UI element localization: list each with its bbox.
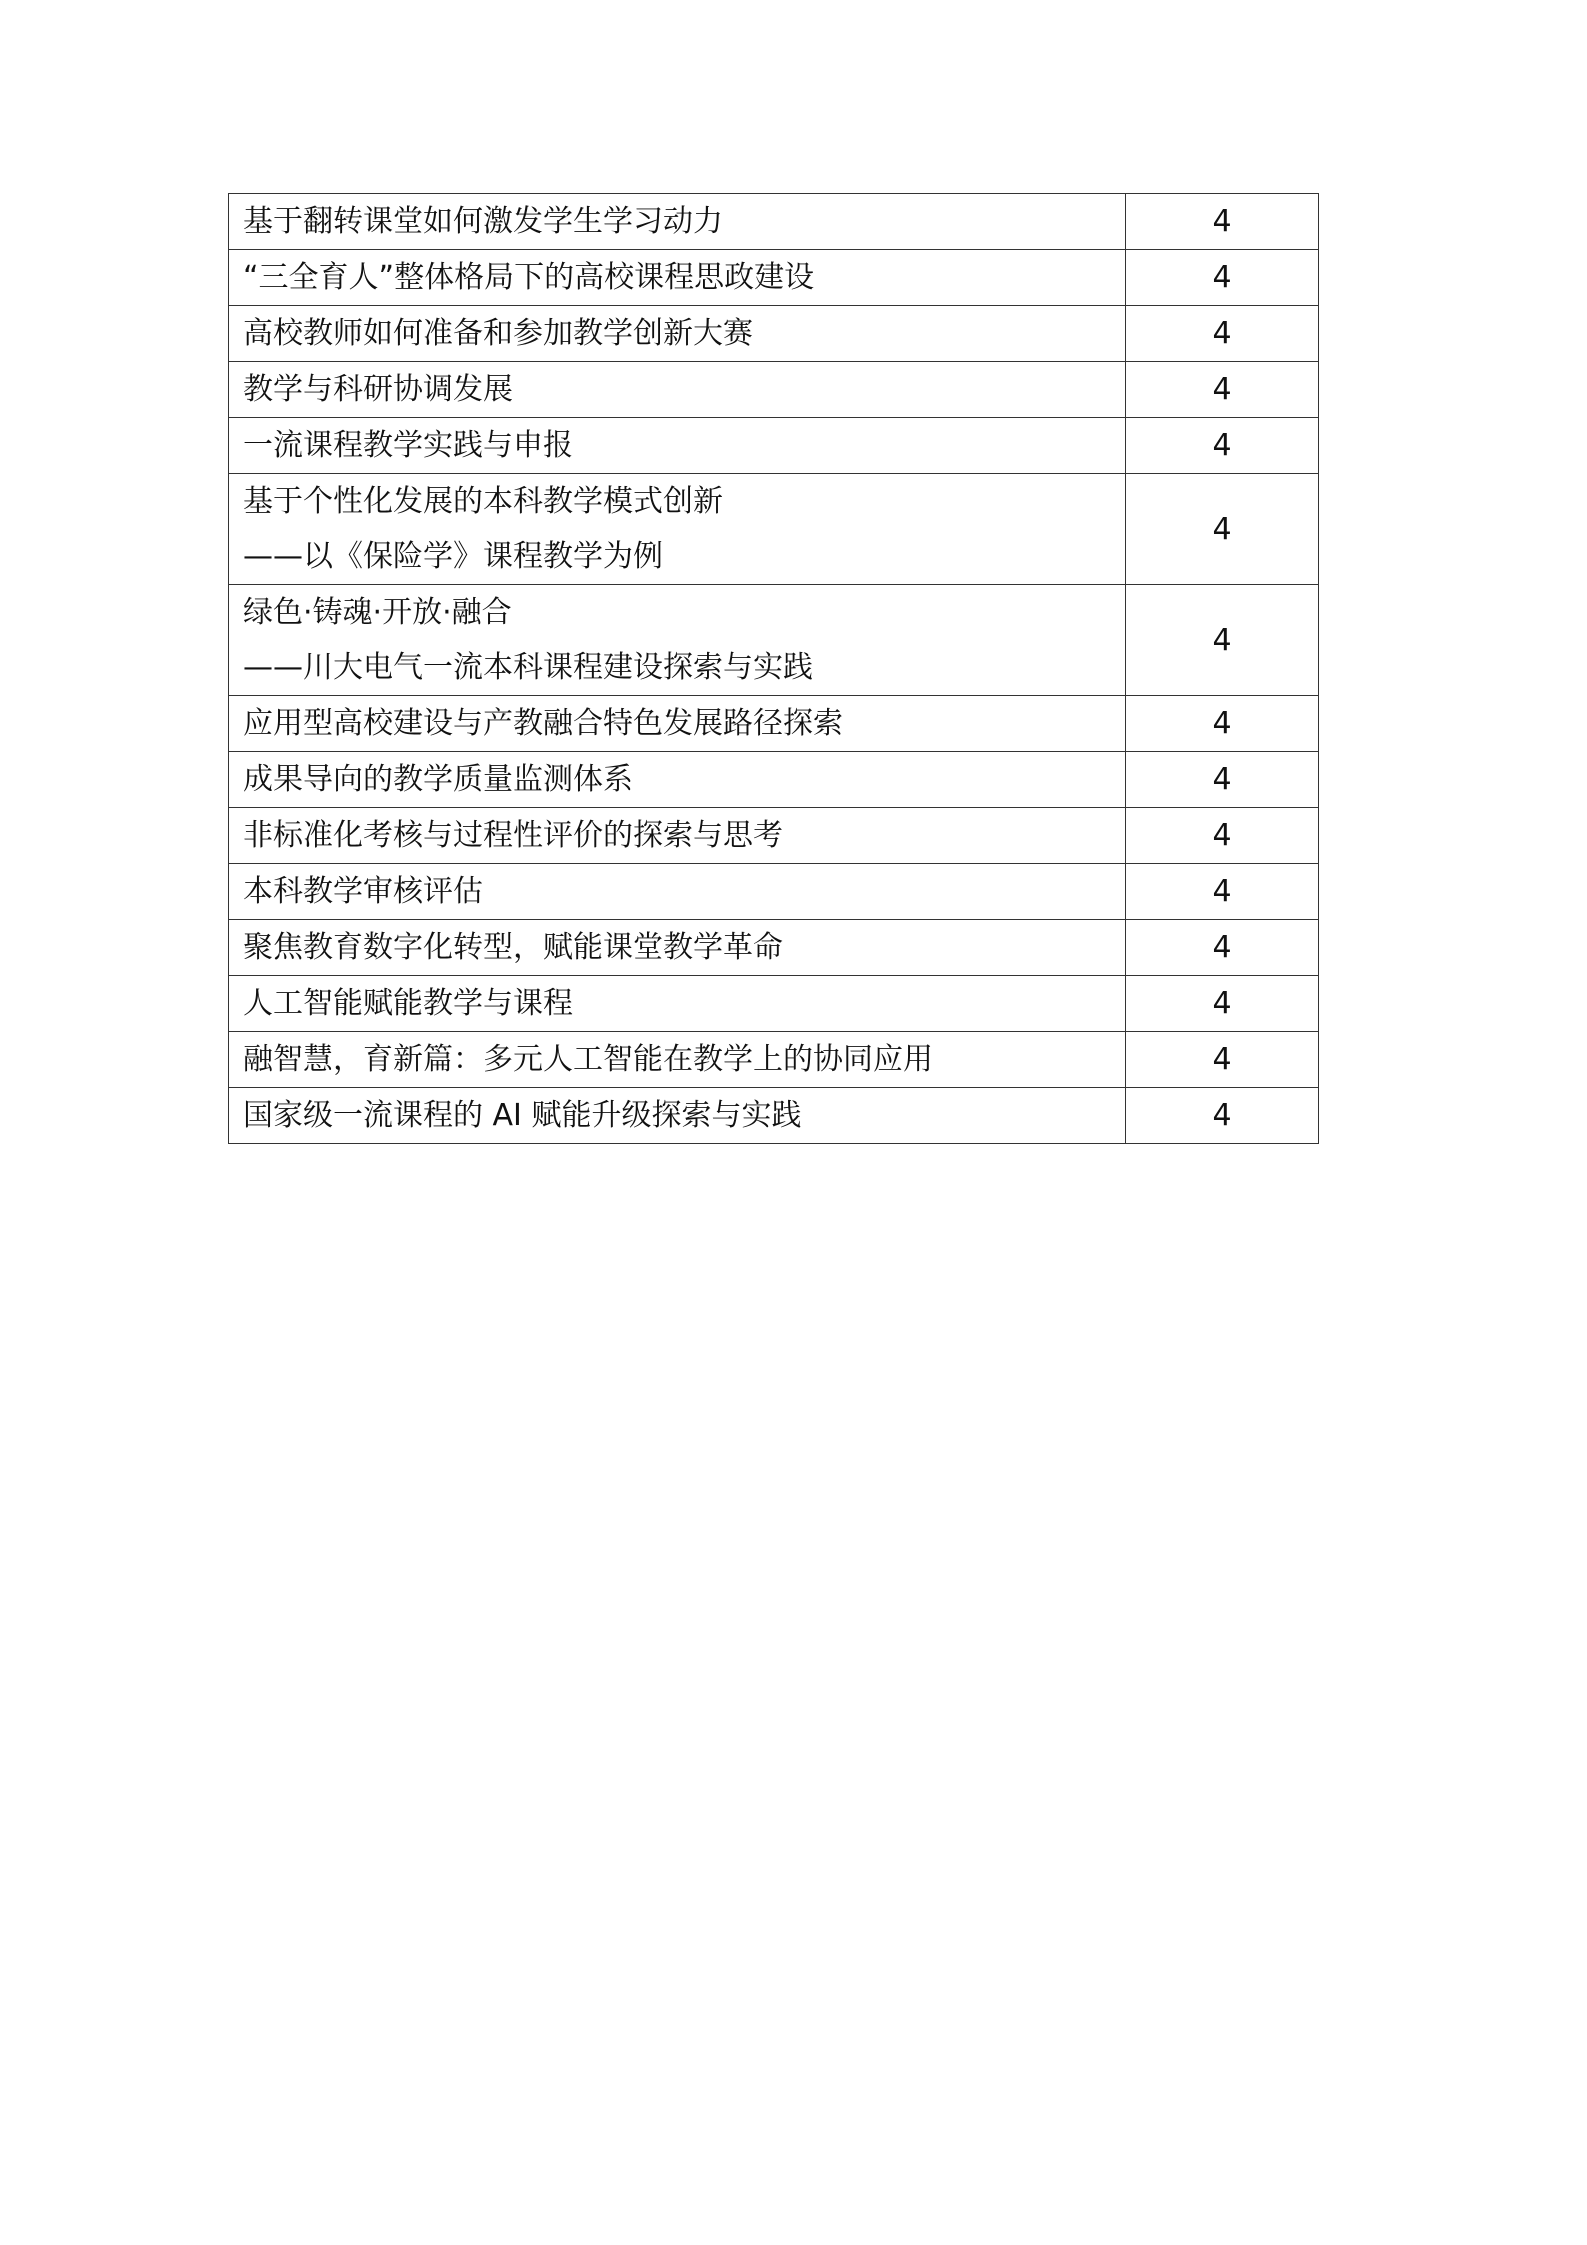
- course-hours: 4: [1126, 194, 1319, 250]
- course-hours: 4: [1126, 1088, 1319, 1144]
- table-row: [229, 1088, 1319, 1144]
- course-title: 非标准化考核与过程性评价的探索与思考: [229, 808, 1126, 864]
- course-hours: 4: [1126, 752, 1319, 808]
- table-row: [229, 474, 1319, 585]
- course-hours: 4: [1126, 976, 1319, 1032]
- course-title: “三全育人”整体格局下的高校课程思政建设: [229, 250, 1126, 306]
- course-title: 聚焦教育数字化转型，赋能课堂教学革命: [229, 920, 1126, 976]
- course-hours: 4: [1126, 418, 1319, 474]
- course-hours: 4: [1126, 306, 1319, 362]
- table-row: [229, 194, 1319, 250]
- course-title: 应用型高校建设与产教融合特色发展路径探索: [229, 696, 1126, 752]
- course-title: 成果导向的教学质量监测体系: [229, 752, 1126, 808]
- course-title: 高校教师如何准备和参加教学创新大赛: [229, 306, 1126, 362]
- course-title: 人工智能赋能教学与课程: [229, 976, 1126, 1032]
- table-row: [229, 752, 1319, 808]
- course-table: [228, 193, 1319, 1144]
- course-hours: 4: [1126, 920, 1319, 976]
- table-row: [229, 306, 1319, 362]
- table-row: [229, 864, 1319, 920]
- course-title: 国家级一流课程的 AI 赋能升级探索与实践: [229, 1088, 1126, 1144]
- course-title: 融智慧，育新篇：多元人工智能在教学上的协同应用: [229, 1032, 1126, 1088]
- table-row: [229, 808, 1319, 864]
- course-title: 基于个性化发展的本科教学模式创新 ——以《保险学》课程教学为例: [229, 474, 1126, 585]
- table-row: [229, 418, 1319, 474]
- table-row: [229, 250, 1319, 306]
- course-title: 基于翻转课堂如何激发学生学习动力: [229, 194, 1126, 250]
- course-hours: 4: [1126, 864, 1319, 920]
- table-row: [229, 696, 1319, 752]
- table-row: [229, 585, 1319, 696]
- course-title: 一流课程教学实践与申报: [229, 418, 1126, 474]
- course-title: 本科教学审核评估: [229, 864, 1126, 920]
- course-hours: 4: [1126, 474, 1319, 585]
- course-hours: 4: [1126, 696, 1319, 752]
- course-hours: 4: [1126, 250, 1319, 306]
- course-hours: 4: [1126, 362, 1319, 418]
- table-row: [229, 920, 1319, 976]
- course-title: 绿色·铸魂·开放·融合 ——川大电气一流本科课程建设探索与实践: [229, 585, 1126, 696]
- table-row: [229, 976, 1319, 1032]
- course-hours: 4: [1126, 585, 1319, 696]
- table-row: [229, 1032, 1319, 1088]
- course-hours: 4: [1126, 808, 1319, 864]
- course-hours: 4: [1126, 1032, 1319, 1088]
- course-title: 教学与科研协调发展: [229, 362, 1126, 418]
- table-row: [229, 362, 1319, 418]
